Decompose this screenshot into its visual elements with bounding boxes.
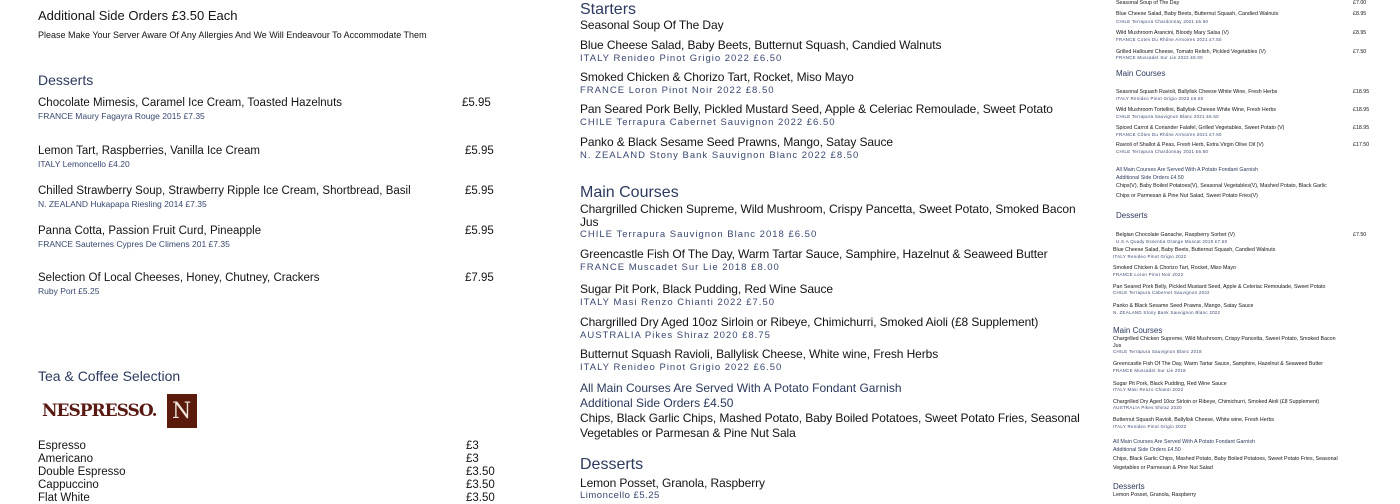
coffee-price: £3.50 [466, 479, 495, 491]
menu-item: Seasonal Soup of The Day [1116, 0, 1180, 6]
menu-item-price: £18.95 [1353, 107, 1370, 113]
section-heading: Main Courses [1113, 326, 1163, 335]
dessert-price: £5.95 [462, 97, 491, 109]
starter-wine-pairing: FRANCE Loron Pinot Noir 2022 £8.50 [580, 85, 775, 96]
menu-item: Sugar Pit Pork, Black Pudding, Red Wine Sauce [1113, 381, 1227, 387]
starter-wine-pairing: CHILE Terrapura Cabernet Sauvignon 2022 £6.50 [580, 117, 836, 128]
menu-item: Chips, Black Garlic Chips, Mashed Potato, Baby Boiled Potatoes, Sweet Potato Fries, Seasonal [1113, 456, 1338, 462]
section-heading: Main Courses [1116, 69, 1166, 78]
main-course-name-cont: Jus [580, 215, 599, 229]
menu-note: All Main Courses Are Served With A Potato Fondant Garnish [1113, 439, 1255, 445]
garnish-note: All Main Courses Are Served With A Potato Fondant Garnish [580, 381, 902, 395]
main-course-wine-pairing: CHILE Terrapura Sauvignon Blanc 2018 £6.50 [580, 229, 818, 240]
menu-item: Grilled Halloumi Cheese, Tomato Relish, Pickled Vegetables (V) [1116, 49, 1266, 55]
dessert-wine: Limoncello £5.25 [580, 490, 660, 501]
dessert-item: Lemon Posset, Granola, Raspberry [580, 476, 765, 490]
wine-pairing: FRANCE Muscadet Sur Lie 2018 [1113, 368, 1186, 373]
seasonal-soup: Seasonal Soup Of The Day [580, 18, 724, 32]
mains-heading: Main Courses [580, 184, 679, 201]
starters-heading: Starters [580, 1, 637, 18]
dessert-name: Panna Cotta, Passion Fruit Curd, Pineapple [38, 225, 262, 237]
menu-item: Belgian Chocolate Ganache, Raspberry Sorbet (V) [1116, 232, 1235, 238]
nespresso-n-icon: N [167, 394, 197, 428]
menu-item-price: £7.00 [1353, 0, 1367, 6]
menu-item: Blue Cheese Salad, Baby Beets, Butternut Squash, Candied Walnuts [1116, 11, 1279, 17]
menu-item: Ravioli of Shallot & Peas, Fresh Herb, Extra Virgin Olive Oil (V) [1116, 142, 1264, 148]
menu-item: Spiced Carrot & Coriander Falafel, Grilled Vegetables, Sweet Potato (V) [1116, 125, 1285, 131]
menu-item-price: £18.95 [1353, 125, 1370, 131]
wine-pairing: U.S.A Quady Essentia Orange Muscat 2019 £7.50 [1116, 239, 1228, 244]
wine-pairing: ITALY Renideo Pinot Grigio 2022 £6.50 [1116, 96, 1204, 101]
dessert-name: Selection Of Local Cheeses, Honey, Chutney, Crackers [38, 272, 320, 284]
menu-item: Vegetables or Parmesan & Pine Nut Salad [1113, 465, 1213, 471]
main-course-name: Sugar Pit Pork, Black Pudding, Red Wine Sauce [580, 282, 833, 296]
dessert-price: £5.95 [465, 225, 494, 237]
menu-item: Chargrilled Chicken Supreme, Wild Mushroom, Crispy Pancetta, Sweet Potato, Smoked Bacon [1113, 336, 1336, 342]
coffee-name: Americano [38, 453, 93, 465]
menu-item-price: £8.95 [1353, 11, 1367, 17]
main-course-name: Chargrilled Chicken Supreme, Wild Mushroom, Crispy Pancetta, Sweet Potato, Smoked Bacon [580, 202, 1076, 216]
menu-item: Pan Seared Pork Belly, Pickled Mustard Seed, Apple & Celeriac Remoulade, Sweet Potato [1113, 284, 1326, 290]
dessert-name: Chocolate Mimesis, Caramel Ice Cream, Toasted Hazelnuts [38, 97, 343, 109]
menu-item: Panko & Black Sesame Seed Prawns, Mango, Satay Sauce [1113, 303, 1254, 309]
menu-note: Additional Side Orders £4.50 [1116, 175, 1184, 181]
main-course-wine-pairing: FRANCE Muscadet Sur Lie 2018 £8.00 [580, 262, 780, 273]
starter-name: Blue Cheese Salad, Baby Beets, Butternut Squash, Candied Walnuts [580, 38, 942, 52]
menu-item: Smoked Chicken & Chorizo Tart, Rocket, Miso Mayo [1113, 265, 1236, 271]
dessert-wine-pairing: FRANCE Sauternes Cypres De Climens 201 £7.35 [38, 239, 230, 249]
menu-note: Additional Side Orders £4.50 [1113, 447, 1181, 453]
wine-pairing: ITALY Masi Renzo Chianti 2022 [1113, 387, 1184, 392]
menu-item-price: £7.50 [1353, 232, 1367, 238]
menu-item: Jus [1113, 343, 1122, 349]
dessert-wine-pairing: Ruby Port £5.25 [38, 286, 100, 296]
menu-item: Seasonal Squash Ravioli, Ballylisk Cheese White Wine, Fresh Herbs [1116, 89, 1278, 95]
coffee-price: £3 [466, 453, 479, 465]
tea-coffee-heading: Tea & Coffee Selection [38, 368, 181, 384]
side-orders-price: Additional Side Orders £4.50 [580, 396, 734, 410]
menu-item: Blue Cheese Salad, Baby Beets, Butternut Squash, Candied Walnuts [1113, 247, 1276, 253]
main-course-name: Greencastle Fish Of The Day, Warm Tartar Sauce, Samphire, Hazelnut & Seaweed Butter [580, 247, 1048, 261]
wine-pairing: CHILE Terrapura Sauvignon Blanc 2021 £6.50 [1116, 114, 1219, 119]
coffee-name: Double Espresso [38, 466, 126, 478]
menu-item: Wild Mushroom Tortellini, Ballylisk Cheese White Wine, Fresh Herbs [1116, 107, 1277, 113]
nespresso-wordmark: NESPRESSO. [42, 401, 157, 421]
dessert-name: Chilled Strawberry Soup, Strawberry Ripple Ice Cream, Shortbread, Basil [38, 185, 411, 197]
menu-item-price: £17.50 [1353, 142, 1370, 148]
menu-item-price: £8.95 [1353, 30, 1367, 36]
dessert-wine-pairing: FRANCE Maury Fagayra Rouge 2015 £7.35 [38, 111, 205, 121]
dessert-wine-pairing: N. ZEALAND Hukapapa Riesling 2014 £7.35 [38, 199, 207, 209]
coffee-price: £3 [466, 440, 479, 452]
main-course-wine-pairing: ITALY Masi Renzo Chianti 2022 £7.50 [580, 297, 776, 308]
main-course-name: Chargrilled Dry Aged 10oz Sirloin or Ribeye, Chimichurri, Smoked Aioli (£8 Supplement) [580, 315, 1039, 329]
starter-name: Smoked Chicken & Chorizo Tart, Rocket, Miso Mayo [580, 70, 854, 84]
main-course-name: Butternut Squash Ravioli, Ballylisk Cheese, White wine, Fresh Herbs [580, 347, 939, 361]
allergy-note: Please Make Your Server Aware Of Any Allergies And We Will Endeavour To Accommodate Them [38, 30, 427, 40]
dessert-price: £5.95 [465, 185, 494, 197]
menu-item: Greencastle Fish Of The Day, Warm Tartar Sauce, Samphire, Hazelnut & Seaweed Butter [1113, 361, 1324, 367]
section-heading: Desserts [1113, 482, 1145, 491]
coffee-price: £3.50 [466, 492, 495, 504]
menu-item: Chargrilled Dry Aged 10oz Sirloin or Ribeye, Chimichurri, Smoked Aioli (£8 Supplement) [1113, 399, 1320, 405]
menu-item: Wild Mushroom Arancini, Bloody Mary Salsa (V) [1116, 30, 1229, 36]
sides-line-1: Chips, Black Garlic Chips, Mashed Potato, Baby Boiled Potatoes, Sweet Potato Fries, Seasonal [580, 411, 1080, 425]
sides-line-2: Vegetables or Parmesan & Pine Nut Sala [580, 426, 796, 440]
nespresso-logo [42, 394, 197, 428]
starter-wine-pairing: ITALY Renideo Pinot Grigio 2022 £6.50 [580, 53, 783, 64]
wine-pairing: AUSTRALIA Pikes Shiraz 2020 [1113, 405, 1182, 410]
section-heading: Desserts [1116, 211, 1148, 220]
starter-wine-pairing: N. ZEALAND Stony Bank Sauvignon Blanc 2022 £8.50 [580, 150, 860, 161]
main-course-wine-pairing: ITALY Renideo Pinot Grigio 2022 £6.50 [580, 362, 783, 373]
wine-pairing: ITALY Renideo Pinot Grigio 2022 [1113, 254, 1187, 259]
menu-item: Lemon Posset, Granola, Raspberry [1113, 492, 1197, 498]
dessert-name: Lemon Tart, Raspberries, Vanilla Ice Cream [38, 145, 261, 157]
dessert-price: £5.95 [465, 145, 494, 157]
wine-pairing: FRANCE Muscadet Sur Lie 2022 £8.00 [1116, 55, 1203, 60]
coffee-price: £3.50 [466, 466, 495, 478]
coffee-name: Cappuccino [38, 479, 99, 491]
wine-pairing: CHILE Terrapura Sauvignon Blanc 2018 [1113, 349, 1202, 354]
starter-name: Pan Seared Pork Belly, Pickled Mustard Seed, Apple & Celeriac Remoulade, Sweet Potato [580, 102, 1053, 116]
wine-pairing: ITALY Renideo Pinot Grigio 2022 [1113, 424, 1187, 429]
dessert-wine-pairing: ITALY Lemoncello £4.20 [38, 159, 130, 169]
menu-item: Chips or Parmesan & Pine Nut Salad, Sweet Potato Fries(V) [1116, 193, 1258, 199]
wine-pairing: CHILE Terrapura Chardonnay 2021 £6.50 [1116, 149, 1209, 154]
desserts-heading-middle: Desserts [580, 456, 644, 473]
starter-name: Panko & Black Sesame Seed Prawns, Mango, Satay Sauce [580, 135, 893, 149]
menu-item: Chips(V), Baby Boiled Potatoes(V), Seasonal Vegetables(V), Mashed Potato, Black Garlic [1116, 183, 1327, 189]
wine-pairing: FRANCE Côtes Du Rhône Armoires 2021 £7.50 [1116, 132, 1222, 137]
wine-pairing: CHILE Terrapura Cabernet Sauvignon 2022 [1113, 290, 1210, 295]
wine-pairing: CHILE Terrapura Chardonnay 2021 £6.50 [1116, 19, 1209, 24]
desserts-heading: Desserts [38, 72, 94, 88]
main-course-wine-pairing: AUSTRALIA Pikes Shiraz 2020 £8.75 [580, 330, 771, 341]
coffee-name: Espresso [38, 440, 86, 452]
menu-item: Butternut Squash Ravioli, Ballylisk Cheese, White wine, Fresh Herbs [1113, 417, 1275, 423]
wine-pairing: FRANCE Loron Pinot Noir 2022 [1113, 272, 1184, 277]
dessert-price: £7.95 [465, 272, 494, 284]
side-orders-note: Additional Side Orders £3.50 Each [38, 8, 238, 23]
wine-pairing: FRANCE Cotes Du Rhône Armoires 2021 £7.50 [1116, 37, 1222, 42]
menu-note: All Main Courses Are Served With A Potato Fondant Garnish [1116, 167, 1258, 173]
menu-item-price: £18.95 [1353, 89, 1370, 95]
wine-pairing: N. ZEALAND Stony Bank Sauvignon Blanc 2022 [1113, 310, 1221, 315]
menu-item-price: £7.50 [1353, 49, 1367, 55]
coffee-name: Flat White [38, 492, 90, 504]
